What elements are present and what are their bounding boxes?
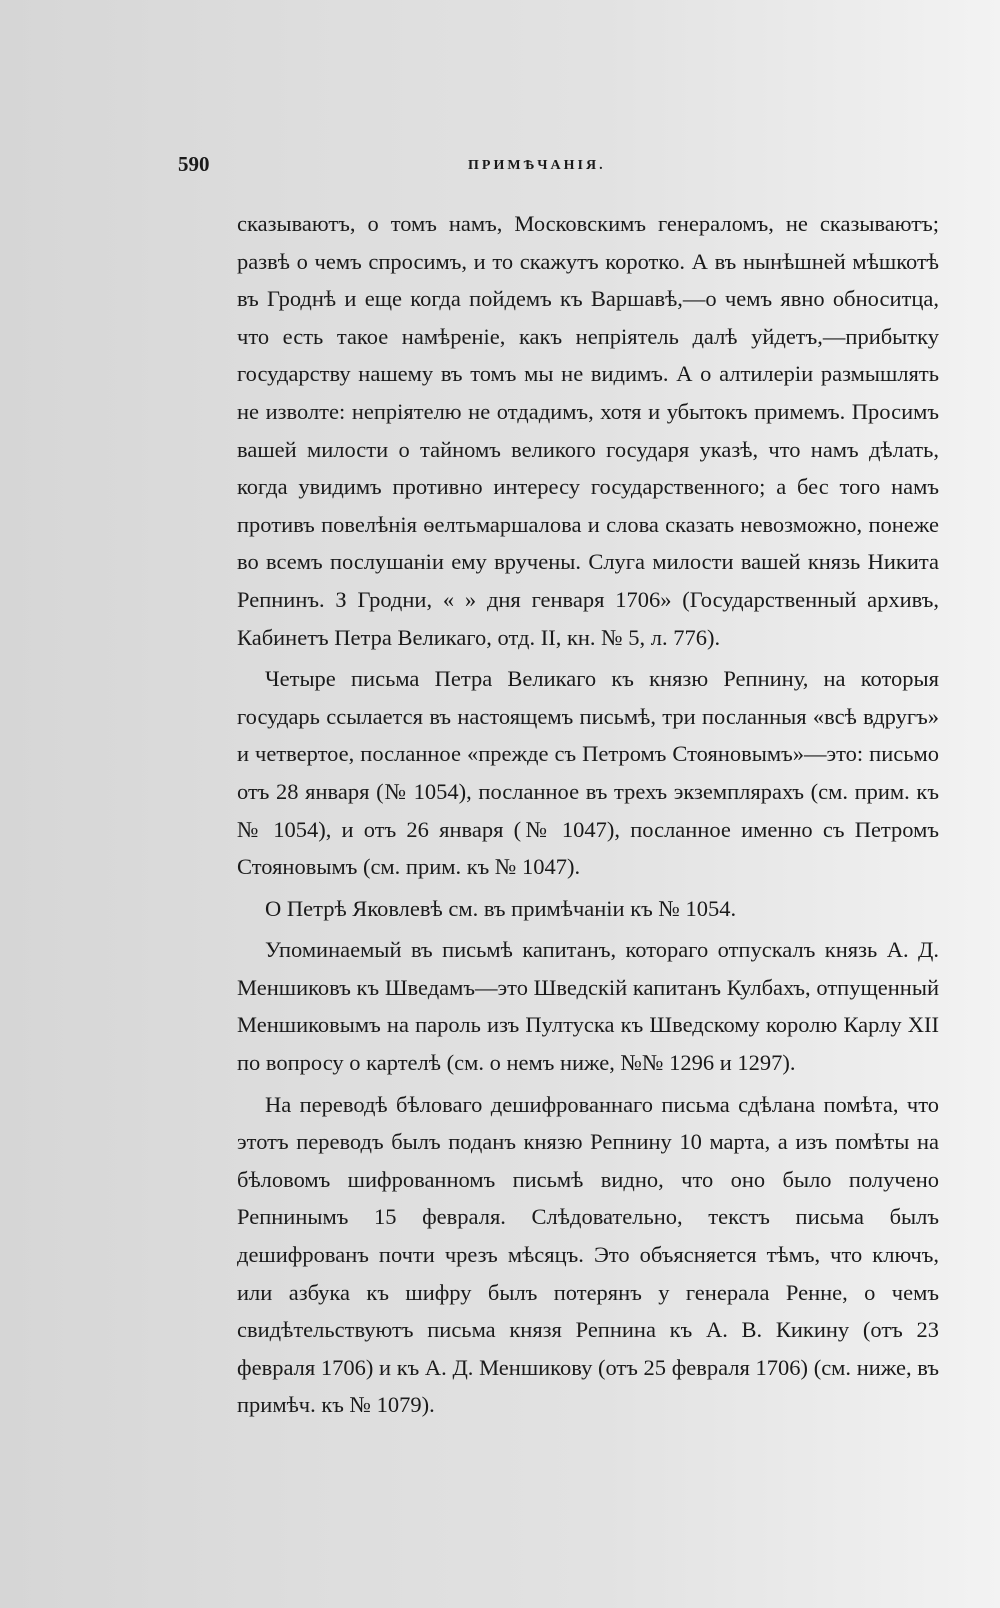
paragraph-continuation: сказываютъ, о томъ намъ, Московскимъ генераломъ, не сказываютъ; развѣ о чемъ спросимъ, и то скажутъ коротко. А въ нынѣшней мѣшкотѣ въ Гроднѣ и еще когда пойдемъ къ Варшавѣ,—о чемъ явно обноситца, что есть такое намѣреніе, какъ непріятель далѣ уйдетъ,—прибытку государству нашему въ томъ мы не видимъ. А о алтилеріи размышлять не изволте: непріятелю не отдадимъ, хотя и убытокъ примемъ. Просимъ вашей милости о тайномъ великого государя указѣ, что намъ дѣлать, когда увидимъ противно интересу государственного; а бес того намъ противъ повелѣнія ѳелтьмаршалова и слова сказать невозможно, понеже во всемъ послушаніи ему вручены. Слуга милости вашей князь Никита Репнинъ. З Гродни, « » дня генваря 1706» (Государственный архивъ, Кабинетъ Петра Великаго, отд. II, кн. № 5, л. 776).: [237, 211, 939, 650]
paragraph-four-letters: Четыре письма Петра Великаго къ князю Репнину, на которыя государь ссылается въ настоящемъ письмѣ, три посланныя «всѣ вдругъ» и четвертое, посланное «прежде съ Петромъ Стояновымъ»—это: письмо отъ 28 января (№ 1054), посланное въ трехъ экземплярахъ (см. прим. къ № 1054), и отъ 26 января (№ 1047), посланное именно съ Петромъ Стояновымъ (см. прим. къ № 1047).: [237, 666, 939, 880]
running-head: [178, 152, 938, 182]
paragraph-deciphered-letter: На переводѣ бѣловаго дешифрованнаго письма сдѣлана помѣта, что этотъ переводъ былъ поданъ князю Репнину 10 марта, а изъ помѣты на бѣловомъ шифрованномъ письмѣ видно, что оно было получено Репнинымъ 15 февраля. Слѣдовательно, текстъ письма былъ дешифрованъ почти чрезъ мѣсяцъ. Это объясняется тѣмъ, что ключъ, или азбука къ шифру былъ потерянъ у генерала Ренне, о чемъ свидѣтельствуютъ письма князя Репнина къ А. В. Кикину (отъ 23 февраля 1706) и къ А. Д. Меншикову (отъ 25 февраля 1706) (см. ниже, въ примѣч. къ № 1079).: [237, 1091, 939, 1418]
paragraph-captain-kulbakh: Упоминаемый въ письмѣ капитанъ, котораго отпускалъ князь А. Д. Меншиковъ къ Шведамъ—это Шведскій капитанъ Кулбахъ, отпущенный Меншиковымъ на пароль изъ Пултуска къ Шведскому королю Карлу XII по вопросу о картелѣ (см. о немъ ниже, №№ 1296 и 1297).: [237, 937, 939, 1076]
paragraph-petr-yakovlev: О Петрѣ Яковлевѣ см. въ примѣчаніи къ № 1054.: [265, 895, 737, 921]
section-title: ПРИМѢЧАНІЯ.: [468, 158, 606, 173]
page-number: 590: [178, 152, 210, 176]
body-text: [237, 205, 939, 1424]
